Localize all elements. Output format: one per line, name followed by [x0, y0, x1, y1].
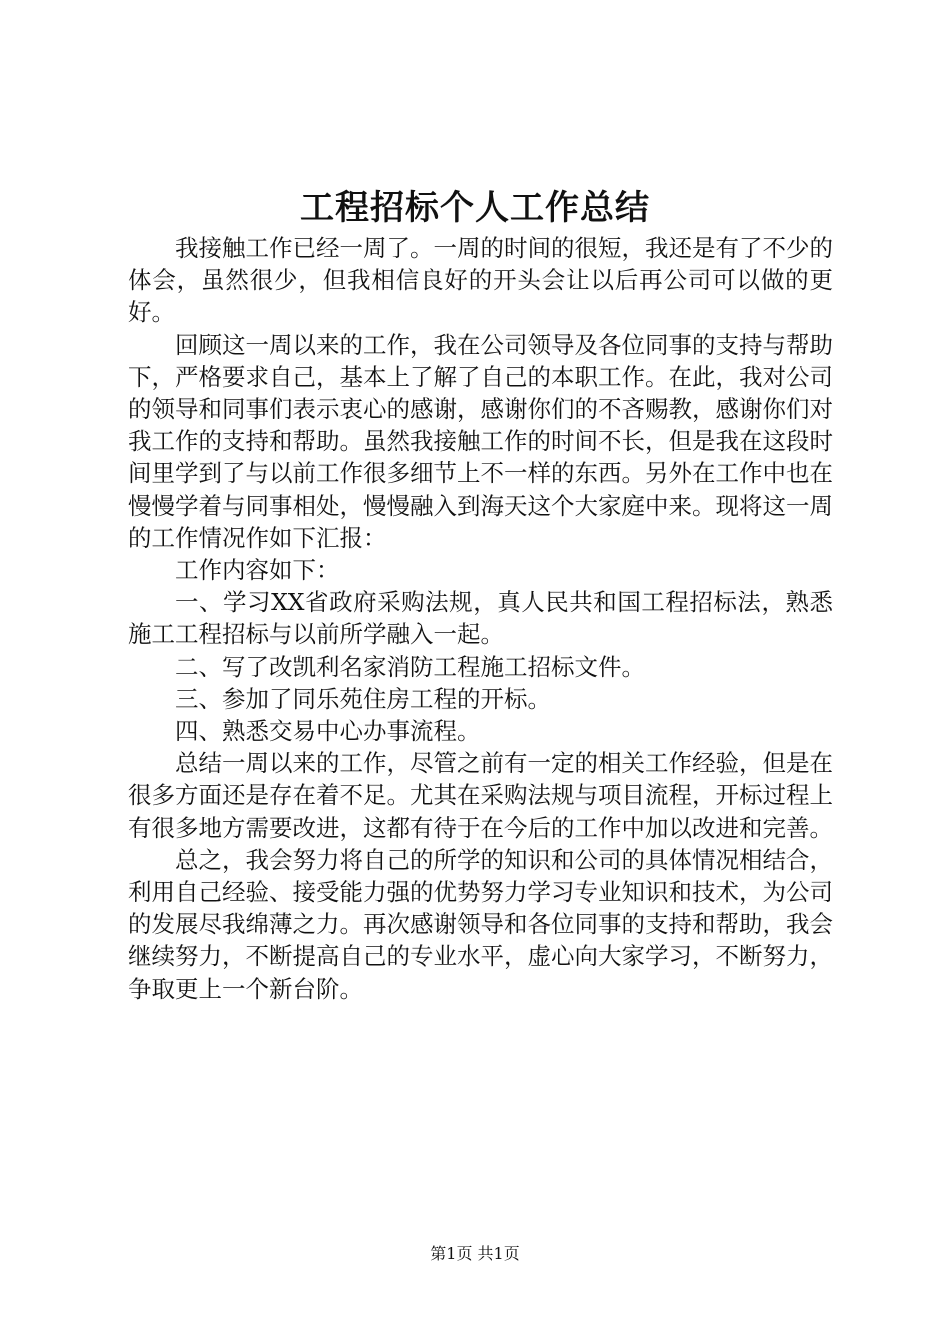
page-number-footer: 第1页 共1页 — [430, 1244, 520, 1263]
paragraph-item-2: 二、写了改凯利名家消防工程施工招标文件。 — [175, 652, 645, 681]
paragraph-work-content-heading: 工作内容如下： — [175, 556, 340, 585]
paragraph-intro: 我接触工作已经一周了。一周的时间的很短，我还是有了不少的体会，虽然很少，但我相信良好的开头会让以后再公司可以做的更好。 — [128, 234, 833, 327]
paragraph-conclusion: 总之，我会努力将自己的所学的知识和公司的具体情况相结合，利用自己经验、接受能力强的优势努力学习专业知识和技术，为公司的发展尽我绵薄之力。再次感谢领导和各位同事的支持和帮助，我会继续努力，不断提高自己的专业水平，虚心向大家学习，不断努力，争取更上一个新台阶。 — [128, 845, 833, 1003]
paragraph-review: 回顾这一周以来的工作，我在公司领导及各位同事的支持与帮助下，严格要求自己，基本上了解了自己的本职工作。在此，我对公司的领导和同事们表示衷心的感谢，感谢你们的不吝赐教，感谢你们对我工作的支持和帮助。虽然我接触工作的时间不长，但是我在这段时间里学到了与以前工作很多细节上不一样的东西。另外在工作中也在慢慢学着与同事相处，慢慢融入到海天这个大家庭中来。现将这一周的工作情况作如下汇报： — [128, 330, 833, 552]
paragraph-item-3: 三、参加了同乐苑住房工程的开标。 — [175, 684, 551, 713]
paragraph-summary: 总结一周以来的工作，尽管之前有一定的相关工作经验，但是在很多方面还是存在着不足。尤其在采购法规与项目流程，开标过程上有很多地方需要改进，这都有待于在今后的工作中加以改进和完善。 — [128, 749, 833, 842]
document-body — [128, 232, 833, 1005]
paragraph-item-4: 四、熟悉交易中心办事流程。 — [175, 717, 481, 746]
document-title: 工程招标个人工作总结 — [300, 188, 650, 228]
paragraph-item-1: 一、学习XX省政府采购法规，真人民共和国工程招标法，熟悉施工工程招标与以前所学融入一起。 — [128, 588, 833, 649]
